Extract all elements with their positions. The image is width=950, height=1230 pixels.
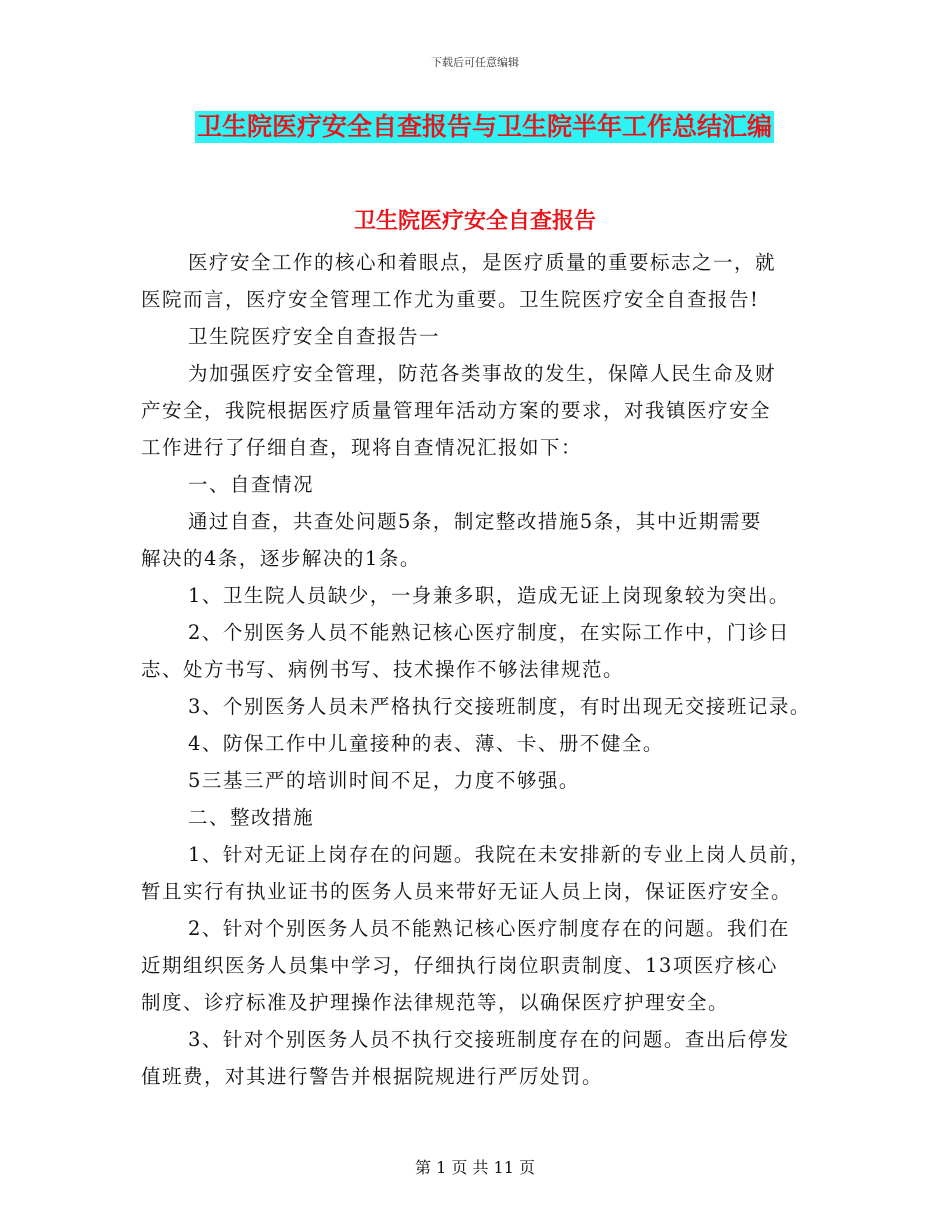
paragraph-line: 2、针对个别医务人员不能熟记核心医疗制度存在的问题。我们在 [188, 917, 790, 940]
paragraph-line: 解决的4条，逐步解决的1条。 [141, 547, 421, 570]
paragraph-line: 卫生院医疗安全自查报告一 [188, 325, 441, 348]
document-body [141, 244, 821, 1095]
paragraph-line: 制度、诊疗标准及护理操作法律规范等，以确保医疗护理安全。 [141, 991, 730, 1014]
paragraph-line: 2、个别医务人员不能熟记核心医疗制度，在实际工作中，门诊日 [188, 621, 790, 644]
paragraph-line: 志、处方书写、病例书写、技术操作不够法律规范。 [141, 658, 625, 681]
paragraph-line: 5三基三严的培训时间不足，力度不够强。 [188, 769, 580, 792]
paragraph-line: 通过自查，共查处问题5条，制定整改措施5条，其中近期需要 [188, 510, 762, 533]
header-note: 下载后可任意编辑 [431, 56, 519, 69]
paragraph-line: 医疗安全工作的核心和着眼点，是医疗质量的重要标志之一，就 [188, 251, 777, 274]
paragraph-line: 1、针对无证上岗存在的问题。我院在未安排新的专业上岗人员前， [188, 843, 811, 866]
paragraph-line: 1、卫生院人员缺少，一身兼多职，造成无证上岗现象较为突出。 [188, 584, 790, 607]
paragraph-line: 3、针对个别医务人员不执行交接班制度存在的问题。查出后停发 [188, 1028, 790, 1051]
section-title: 卫生院医疗安全自查报告 [353, 209, 596, 234]
paragraph-line: 产安全，我院根据医疗质量管理年活动方案的要求，对我镇医疗安全 [141, 399, 772, 422]
paragraph-line: 医院而言，医疗安全管理工作尤为重要。卫生院医疗安全自查报告! [141, 288, 760, 311]
paragraph-line: 二、整改措施 [188, 806, 315, 829]
paragraph-line: 工作进行了仔细自查，现将自查情况汇报如下： [141, 436, 583, 459]
paragraph-line: 为加强医疗安全管理，防范各类事故的发生，保障人民生命及财 [188, 362, 777, 385]
paragraph-line: 暂且实行有执业证书的医务人员来带好无证人员上岗，保证医疗安全。 [141, 880, 793, 903]
paragraph-line: 3、个别医务人员未严格执行交接班制度，有时出现无交接班记录。 [188, 695, 811, 718]
paragraph-line: 一、自查情况 [188, 473, 315, 496]
document-title: 卫生院医疗安全自查报告与卫生院半年工作总结汇编 [197, 112, 773, 141]
paragraph-line: 4、防保工作中儿童接种的表、薄、卡、册不健全。 [188, 732, 664, 755]
paragraph-line: 值班费，对其进行警告并根据院规进行严厉处罚。 [141, 1065, 604, 1088]
paragraph-line: 近期组织医务人员集中学习，仔细执行岗位职责制度、13项医疗核心 [141, 954, 778, 977]
page-footer: 第 1 页 共 11 页 [415, 1158, 535, 1177]
